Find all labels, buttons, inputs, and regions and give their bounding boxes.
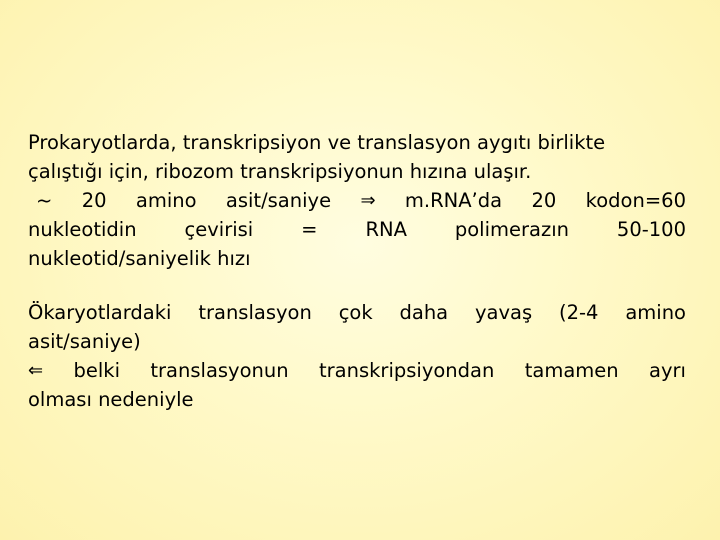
word: tamamen xyxy=(524,359,619,382)
text-line-justified xyxy=(28,186,686,215)
word: çok xyxy=(338,301,373,324)
word: amino xyxy=(135,189,197,212)
text-line: asit/saniye) xyxy=(28,330,141,353)
word: translasyon xyxy=(198,301,312,324)
left-double-arrow-icon: ⇐ xyxy=(28,360,44,381)
word: polimerazın xyxy=(454,218,569,241)
word: amino xyxy=(625,301,686,324)
text-line-justified xyxy=(28,215,686,244)
word: daha xyxy=(399,301,449,324)
word: ~ xyxy=(36,189,53,212)
paragraph-eukaryotes xyxy=(28,298,686,414)
word: RNA xyxy=(365,218,407,241)
word: 20 xyxy=(531,189,557,212)
word: ayrı xyxy=(649,359,686,382)
word: 20 xyxy=(81,189,107,212)
word: (2-4 xyxy=(559,301,599,324)
text-line-justified xyxy=(28,298,686,327)
word: çevirisi xyxy=(184,218,254,241)
word: Ökaryotlardaki xyxy=(28,301,172,324)
word: kodon=60 xyxy=(585,189,686,212)
right-double-arrow-icon: ⇒ xyxy=(360,190,376,211)
paragraph-prokaryotes xyxy=(28,128,686,273)
word: 50-100 xyxy=(616,218,686,241)
text-line: Prokaryotlarda, transkripsiyon ve translasyon aygıtı birlikte xyxy=(28,131,606,154)
text-line: nukleotid/saniyelik hızı xyxy=(28,247,251,270)
word: belki xyxy=(73,359,120,382)
text-line: olması nedeniyle xyxy=(28,388,194,411)
word: asit/saniye xyxy=(225,189,332,212)
word: = xyxy=(301,218,318,241)
word: yavaş xyxy=(475,301,533,324)
word: transkripsiyondan xyxy=(319,359,495,382)
text-line: çalıştığı için, ribozom transkripsiyonun hızına ulaşır. xyxy=(28,160,532,183)
word: m.RNA’da xyxy=(404,189,503,212)
text-line-justified xyxy=(28,356,686,385)
word: nukleotidin xyxy=(28,218,137,241)
word: translasyonun xyxy=(150,359,289,382)
